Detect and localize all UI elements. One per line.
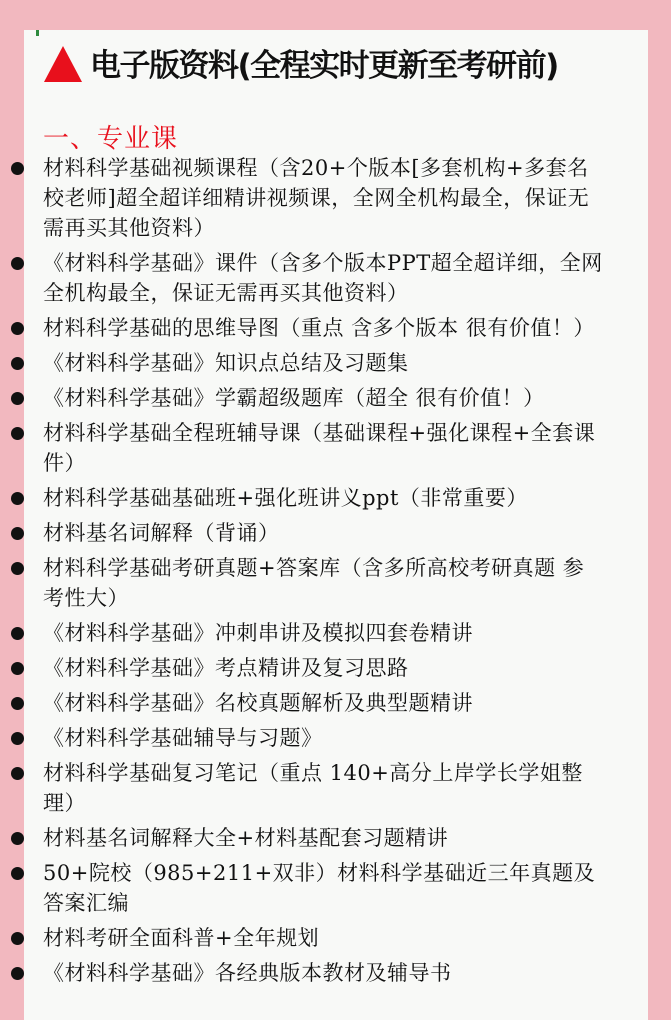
list-item xyxy=(0,723,624,753)
list-item-text: 材料科学基础全程班辅导课（基础课程+强化课程+全套课件） xyxy=(43,421,596,475)
corner-mark xyxy=(36,30,39,36)
bullet-icon xyxy=(11,732,24,745)
bullet-icon xyxy=(11,562,24,575)
list-item xyxy=(0,618,624,648)
list-item-text: 材料基名词解释（背诵） xyxy=(43,521,280,545)
material-list xyxy=(0,153,624,993)
list-item xyxy=(0,418,624,478)
list-item-text: 材料科学基础复习笔记（重点 140+高分上岸学长学姐整理） xyxy=(43,761,583,815)
list-item-text: 《材料科学基础》名校真题解析及典型题精讲 xyxy=(43,691,473,715)
list-item xyxy=(0,348,624,378)
list-item-text: 材料科学基础的思维导图（重点 含多个版本 很有价值！） xyxy=(43,316,595,340)
section-title: 一、专业课 xyxy=(43,124,179,154)
list-item xyxy=(0,383,624,413)
list-item-text: 材料考研全面科普+全年规划 xyxy=(43,926,320,950)
list-item xyxy=(0,553,624,613)
warning-triangle-icon xyxy=(44,46,82,82)
list-item xyxy=(0,483,624,513)
bullet-icon xyxy=(11,322,24,335)
list-item xyxy=(0,958,624,988)
list-item-text: 《材料科学基础》考点精讲及复习思路 xyxy=(43,656,409,680)
list-item xyxy=(0,688,624,718)
bullet-icon xyxy=(11,492,24,505)
bullet-icon xyxy=(11,697,24,710)
list-item-text: 《材料科学基础辅导与习题》 xyxy=(43,726,323,750)
list-item-text: 《材料科学基础》课件（含多个版本PPT超全超详细，全网全机构最全，保证无需再买其他资料） xyxy=(43,251,603,305)
list-item xyxy=(0,313,624,343)
bullet-icon xyxy=(11,357,24,370)
bullet-icon xyxy=(11,392,24,405)
list-item-text: 《材料科学基础》学霸超级题库（超全 很有价值！） xyxy=(43,386,545,410)
list-item-text: 材料科学基础基础班+强化班讲义ppt（非常重要） xyxy=(43,486,528,510)
list-item xyxy=(0,248,624,308)
bullet-icon xyxy=(11,767,24,780)
bullet-icon xyxy=(11,967,24,980)
bullet-icon xyxy=(11,627,24,640)
list-item xyxy=(0,518,624,548)
list-item xyxy=(0,653,624,683)
bullet-icon xyxy=(11,867,24,880)
list-item xyxy=(0,858,624,918)
bullet-icon xyxy=(11,662,24,675)
list-item xyxy=(0,153,624,243)
list-item-text: 《材料科学基础》各经典版本教材及辅导书 xyxy=(43,961,452,985)
bullet-icon xyxy=(11,527,24,540)
list-item-text: 《材料科学基础》知识点总结及习题集 xyxy=(43,351,409,375)
heading xyxy=(44,40,558,85)
bullet-icon xyxy=(11,162,24,175)
list-item xyxy=(0,923,624,953)
bullet-icon xyxy=(11,427,24,440)
heading-title: 电子版资料(全程实时更新至考研前) xyxy=(90,48,558,84)
list-item-text: 材料科学基础视频课程（含20+个版本[多套机构+多套名校老师]超全超详细精讲视频课，全网全机构最全，保证无需再买其他资料） xyxy=(43,156,590,240)
list-item-text: 材料科学基础考研真题+答案库（含多所高校考研真题 参考性大） xyxy=(43,556,585,610)
bullet-icon xyxy=(11,932,24,945)
list-item xyxy=(0,823,624,853)
list-item-text: 50+院校（985+211+双非）材料科学基础近三年真题及答案汇编 xyxy=(43,861,596,915)
list-item xyxy=(0,758,624,818)
bullet-icon xyxy=(11,257,24,270)
bullet-icon xyxy=(11,832,24,845)
list-item-text: 材料基名词解释大全+材料基配套习题精讲 xyxy=(43,826,449,850)
list-item-text: 《材料科学基础》冲刺串讲及模拟四套卷精讲 xyxy=(43,621,473,645)
